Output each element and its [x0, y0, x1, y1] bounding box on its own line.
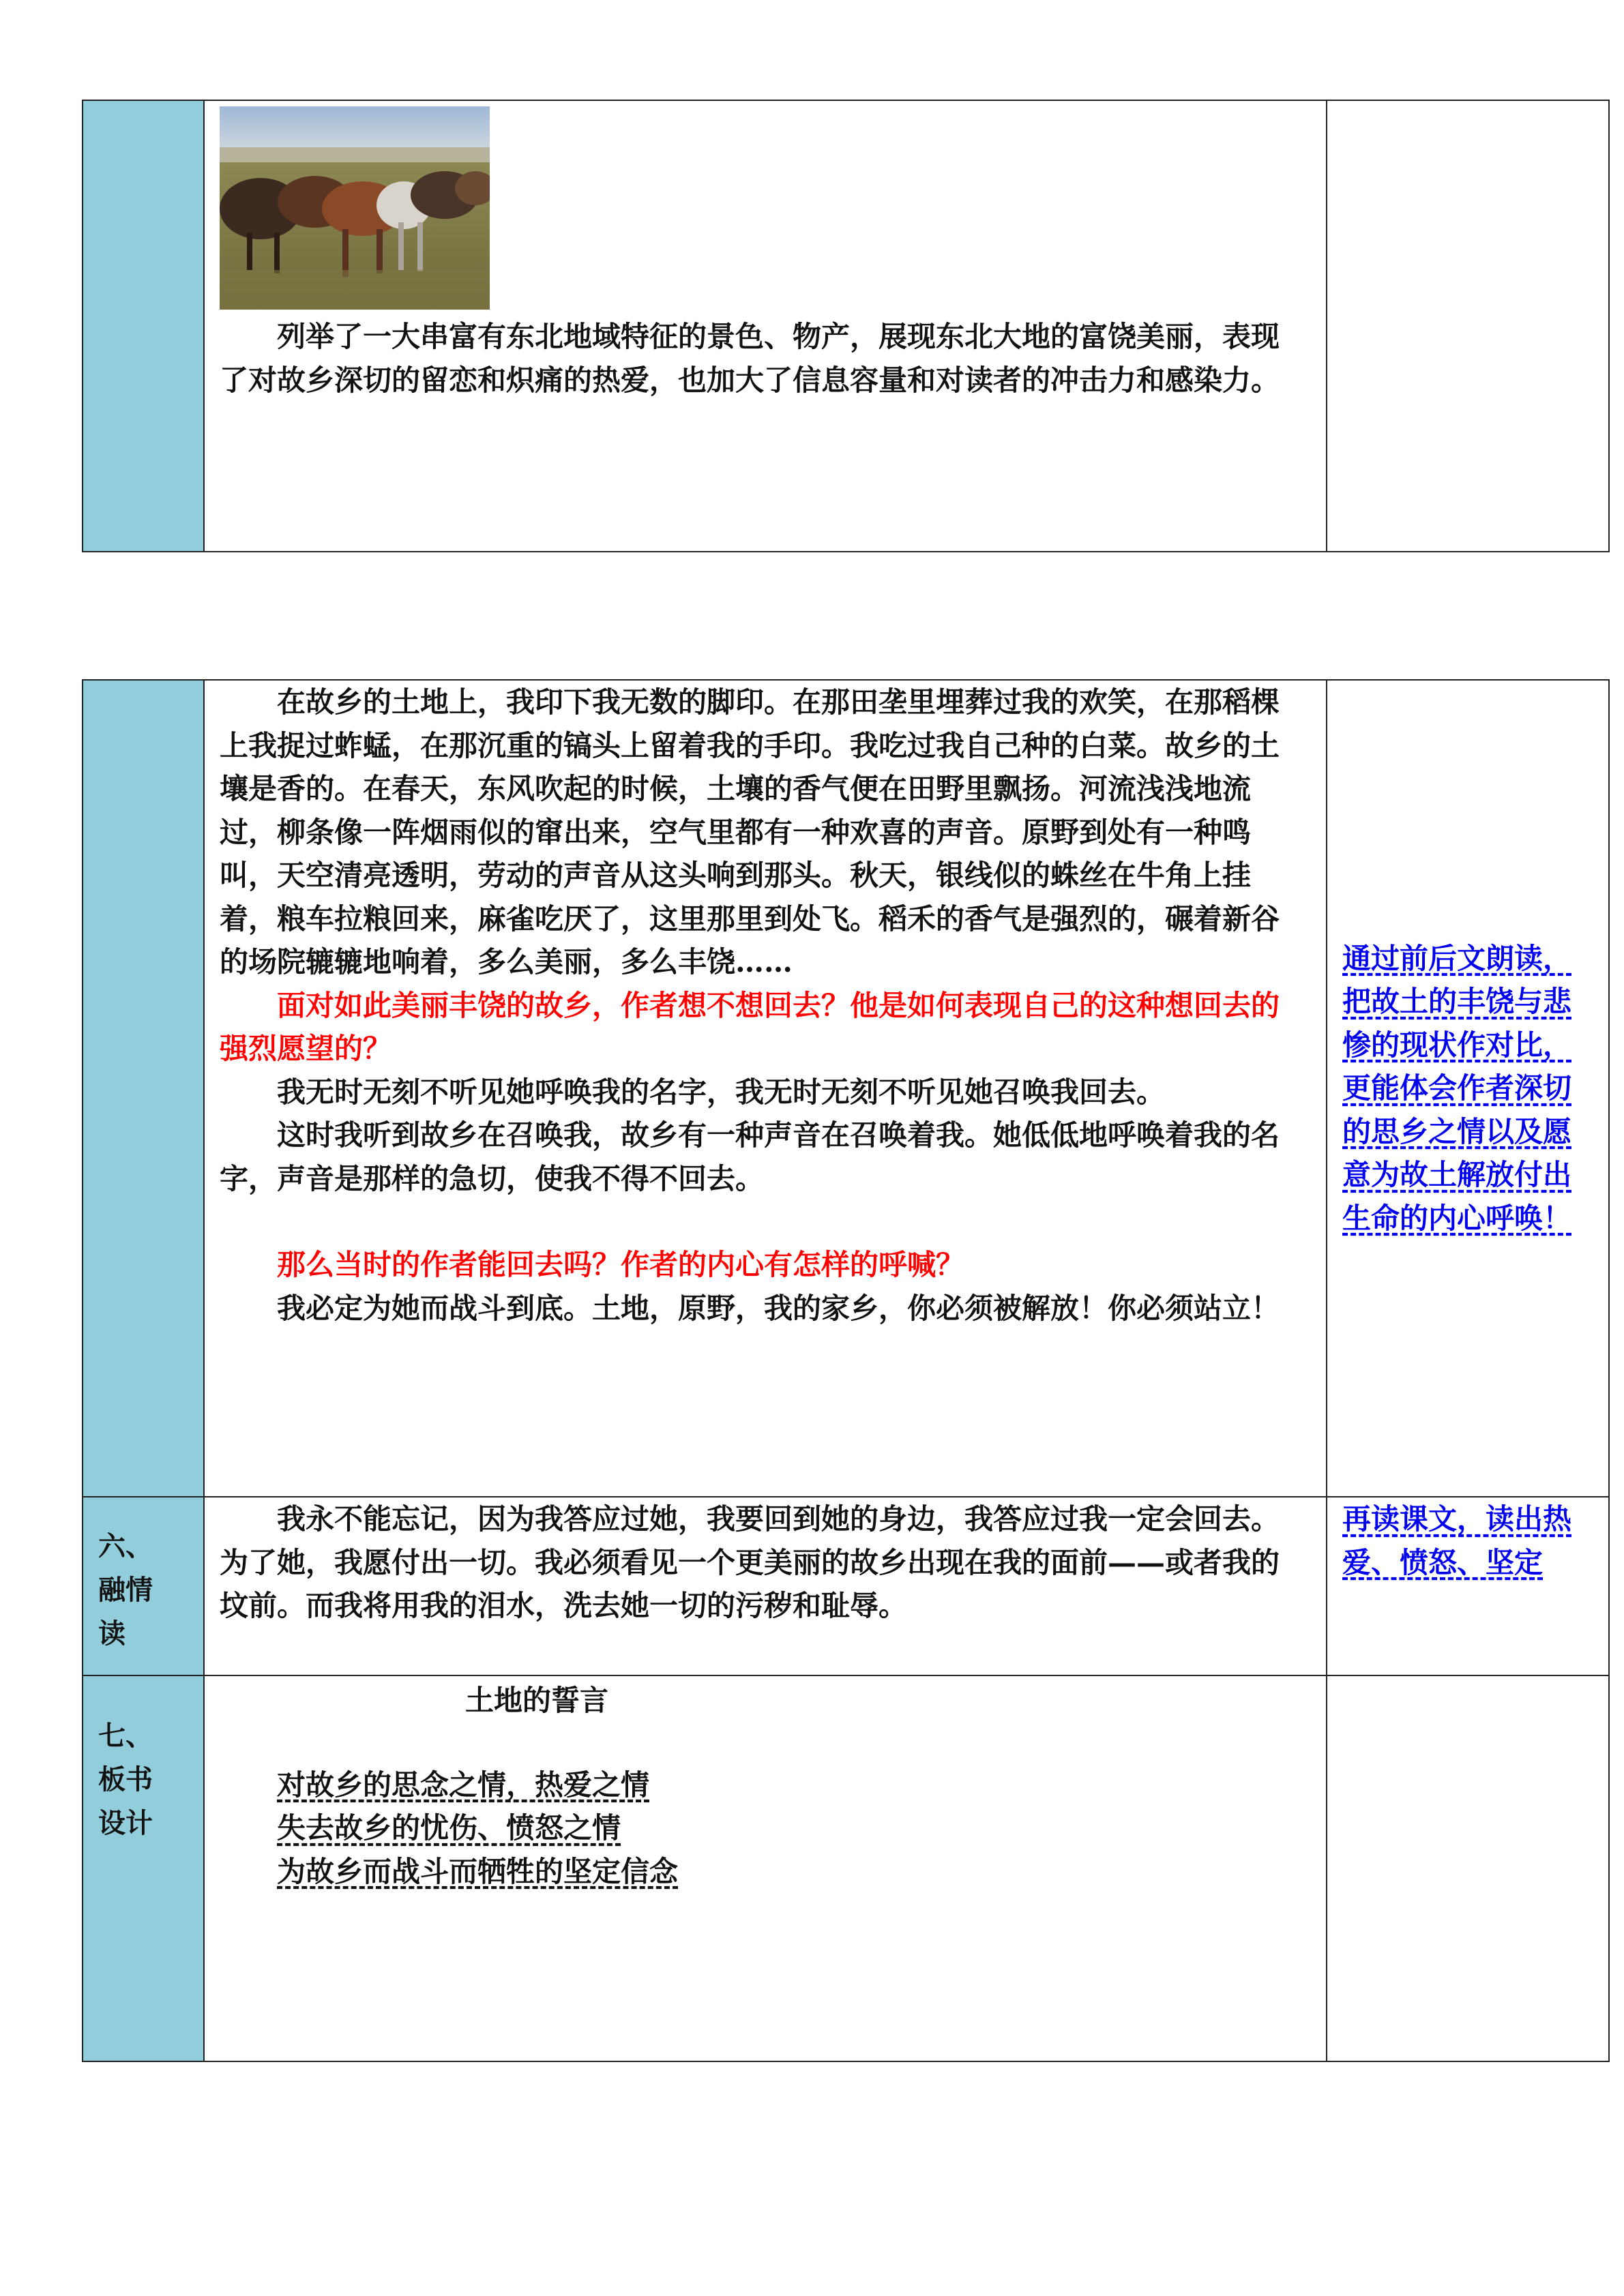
- section-label-seven: [83, 1676, 203, 1845]
- text-paragraph: 在故乡的土地上，我印下我无数的脚印。在那田垄里埋葬过我的欢笑，在那稻棵上我捉过蚱蜢，在那沉重的镐头上留着我的手印。我吃过我自己种的白菜。故乡的土壤是香的。在春天，东风吹起的时候，土壤的香气便在田野里飘扬。河流浅浅地流过，柳条像一阵烟雨似的窜出来，空气里都有一种欢喜的声音。原野到处有一种鸣叫，天空清亮透明，劳动的声音从这头响到那头。秋天，银线似的蛛丝在牛角上挂着，粮车拉粮回来，麻雀吃厌了，这里那里到处飞。稻禾的香气是强烈的，碾着新谷的场院辘辘地响着，多么美丽，多么丰饶……: [220, 685, 1280, 979]
- label-line: 融情: [98, 1574, 153, 1606]
- label-line: 板书: [98, 1763, 153, 1795]
- board-title: 土地的誓言: [465, 1684, 609, 1717]
- analysis-paragraph: 列举了一大串富有东北地域特征的景色、物产，展现东北大地的富饶美丽，表现了对故乡深切的留恋和炽痛的热爱，也加大了信息容量和对读者的冲击力和感染力。: [220, 320, 1280, 397]
- text-paragraph: 我必定为她而战斗到底。土地，原野，我的家乡，你必须被解放！你必须站立！: [277, 1291, 1280, 1325]
- board-line: [220, 1763, 1300, 1807]
- label-line: 六、: [98, 1530, 153, 1562]
- content-cell: [204, 1497, 1327, 1675]
- section-label-six: [83, 1497, 203, 1656]
- note-cell: [1327, 680, 1609, 1497]
- note-cell: [1327, 1497, 1609, 1675]
- lesson-table-top: [82, 100, 1610, 552]
- note-cell: [1327, 100, 1609, 552]
- horses-photo: [220, 106, 490, 310]
- side-column: [83, 100, 204, 552]
- text-paragraph: 我永不能忘记，因为我答应过她，我要回到她的身边，我答应过我一定会回去。为了她，我愿付出一切。我必须看见一个更美丽的故乡出现在我的面前——或者我的坟前。而我将用我的泪水，洗去她一切的污秽和耻辱。: [220, 1502, 1280, 1622]
- label-line: 七、: [98, 1720, 153, 1752]
- note-link[interactable]: 通过前后文朗读，把故土的丰饶与悲惨的现状作对比，更能体会作者深切的思乡之情以及愿意为故土解放付出生命的内心呼唤！: [1342, 941, 1572, 1235]
- question-paragraph: 那么当时的作者能回去吗？作者的内心有怎样的呼喊？: [277, 1248, 965, 1281]
- board-line-text: 失去故乡的忧伤、愤怒之情: [277, 1811, 621, 1845]
- text-paragraph: 这时我听到故乡在召唤我，故乡有一种声音在召唤着我。她低低地呼唤着我的名字，声音是那样的急切，使我不得不回去。: [220, 1118, 1280, 1195]
- note-link[interactable]: 再读课文，读出热爱、愤怒、坚定: [1342, 1502, 1572, 1579]
- text-paragraph: 我无时无刻不听见她呼唤我的名字，我无时无刻不听见她召唤我回去。: [277, 1075, 1166, 1109]
- content-cell: [204, 680, 1327, 1497]
- question-paragraph: 面对如此美丽丰饶的故乡，作者想不想回去？他是如何表现自己的这种想回去的强烈愿望的？: [220, 988, 1280, 1065]
- side-column: [83, 680, 204, 1497]
- side-label-cell: [83, 1675, 204, 2061]
- note-cell: [1327, 1675, 1609, 2061]
- board-line: [220, 1806, 1300, 1850]
- board-line: [220, 1850, 1300, 1894]
- content-cell: [204, 100, 1327, 552]
- label-line: 设计: [98, 1807, 153, 1839]
- board-line-text: 对故乡的思念之情，热爱之情: [277, 1768, 650, 1802]
- label-line: 读: [98, 1617, 126, 1650]
- content-cell: [204, 1675, 1327, 2061]
- side-label-cell: [83, 1497, 204, 1675]
- board-line-text: 为故乡而战斗而牺牲的坚定信念: [277, 1854, 679, 1888]
- lesson-table-bottom: [82, 679, 1610, 2062]
